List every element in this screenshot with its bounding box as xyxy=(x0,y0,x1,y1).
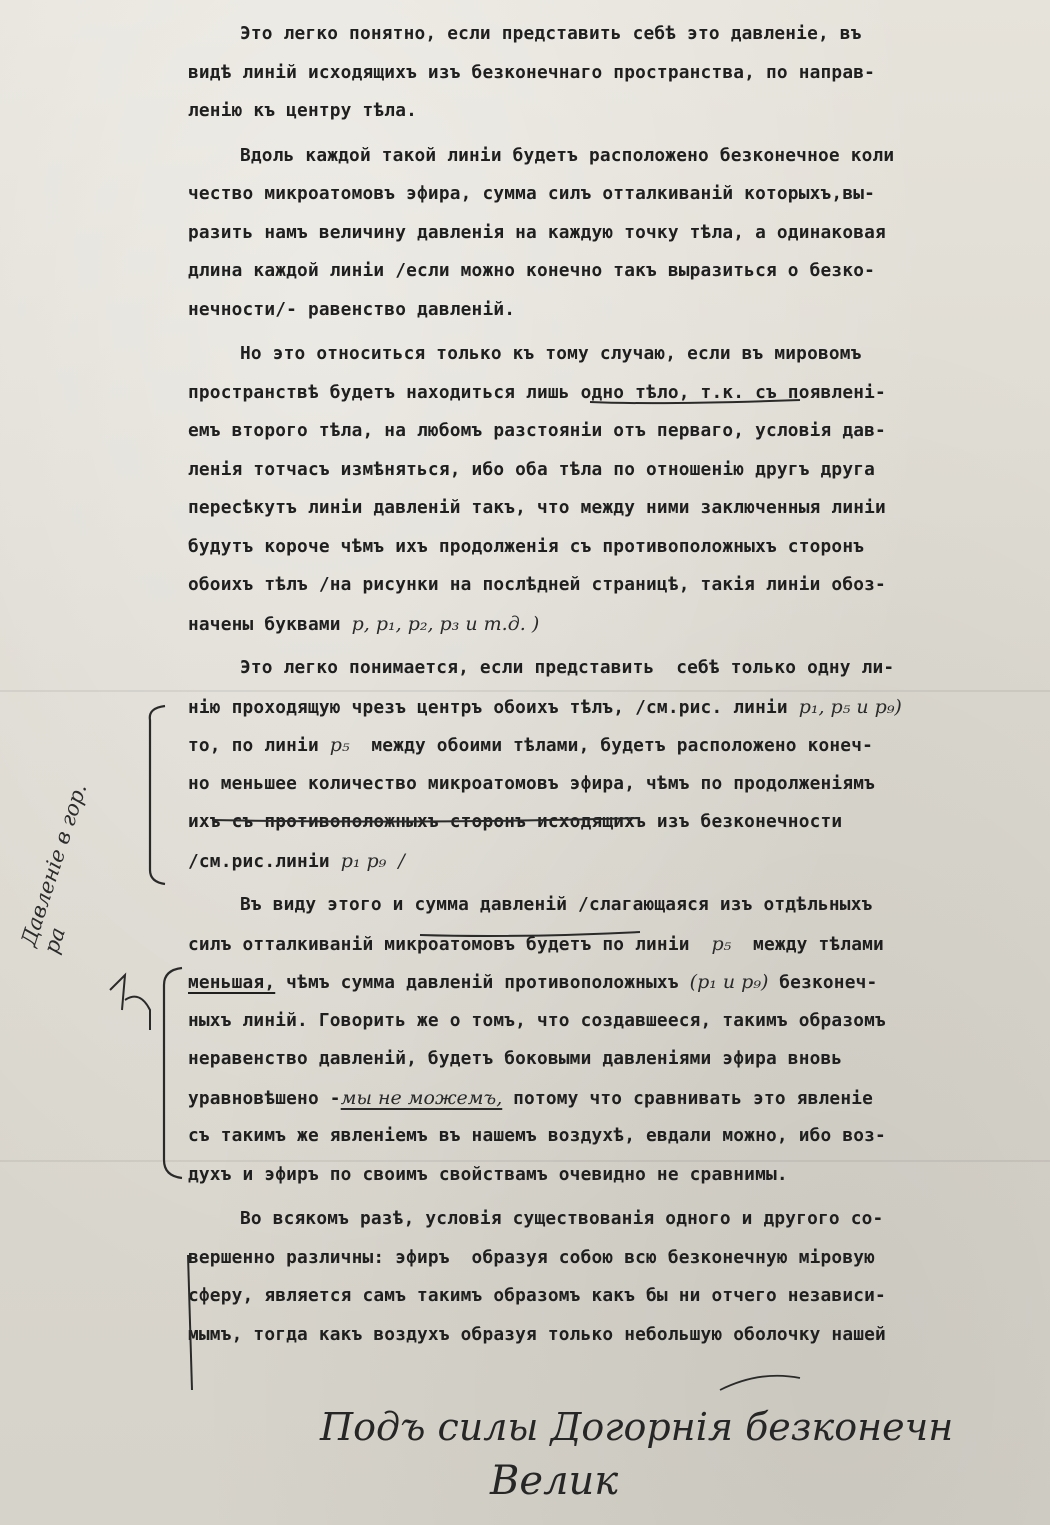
text-line: видѣ линій исходящихъ изъ безконечнаго пространства, по направ- xyxy=(188,61,876,83)
text-line: съ такимъ же явленіемъ въ нашемъ воздухѣ, евдали можно, ибо воз- xyxy=(188,1125,886,1146)
pen-bracket xyxy=(164,968,182,1178)
text-line: мымъ, тогда какъ воздухъ образуя только небольшую оболочку нашей xyxy=(188,1323,886,1345)
pen-flourish xyxy=(720,1376,800,1390)
text-line: будутъ короче чѣмъ ихъ продолженія съ противоположныхъ сторонъ xyxy=(188,535,865,557)
text-line: нечности/- равенство давленій. xyxy=(188,298,516,320)
text-fragment: нію проходящую чрезъ центръ обоихъ тѣлъ, /см.рис. линіи xyxy=(188,696,788,718)
text-line: неравенство давленій, будетъ боковыми давленіями эфира вновь xyxy=(188,1048,843,1069)
text-line: ихъ съ противоположныхъ сторонъ исходящихъ изъ безконечности xyxy=(188,811,843,832)
text-line: ленію къ центру тѣла. xyxy=(188,100,418,121)
text-fragment: меньшая, xyxy=(188,972,276,993)
text-line xyxy=(188,925,1040,964)
text-fragment: начены буквами xyxy=(188,613,341,635)
handwritten-insert: (p₁ и p₉) xyxy=(689,971,769,993)
text-line: Но это относиться только къ тому случаю, если въ мировомъ xyxy=(240,343,862,364)
handwritten-insert: p₅ xyxy=(711,932,732,955)
text-line: емъ второго тѣла, на любомъ разстояніи отъ перваго, условія дав- xyxy=(188,420,886,441)
text-line: обоихъ тѣлъ /на рисунки на послѣдней страницѣ, такія линіи обоз- xyxy=(188,574,886,595)
text-fragment: между обоими тѣлами, будетъ расположено конеч- xyxy=(371,735,874,756)
text-line: ленія тотчасъ измѣняться, ибо оба тѣла по отношенію другъ друга xyxy=(188,458,876,480)
text-line xyxy=(188,726,1040,765)
text-line: чество микроатомовъ эфира, сумма силъ отталкиваній которыхъ,вы- xyxy=(188,183,876,204)
text-line xyxy=(188,605,1040,644)
pen-squiggle xyxy=(110,975,150,1030)
text-fragment: потому что сравнивать это явленіе xyxy=(513,1087,874,1109)
text-fragment: чѣмъ сумма давленій противоположныхъ xyxy=(286,972,679,993)
text-line xyxy=(188,688,1040,727)
text-fragment: между тѣлами xyxy=(753,933,884,955)
text-fragment: безконеч- xyxy=(779,972,878,993)
text-line: пространствѣ будетъ находиться лишь одно тѣло, т.к. съ появлені- xyxy=(188,381,886,403)
text-line xyxy=(188,1079,1040,1118)
handwritten-insert: p, p₁, p₂, p₃ и т.д. ) xyxy=(351,612,540,635)
handwritten-signature-word: Велик xyxy=(490,1458,619,1504)
text-line: но меньшее количество микроатомовъ эфира, чѣмъ по продолженіямъ xyxy=(188,772,876,794)
text-line: пересѣкутъ линіи давленій такъ, что между ними заключенныя линіи xyxy=(188,497,886,518)
text-line: духъ и эфиръ по своимъ свойствамъ очевидно не сравнимы. xyxy=(188,1163,788,1185)
handwritten-signature-line: Подъ силы Догорнія безконечн xyxy=(320,1405,954,1449)
text-line: разить намъ величину давленія на каждую точку тѣла, а одинаковая xyxy=(188,221,886,243)
text-line: Это легко понимается, если представить себѣ только одну ли- xyxy=(240,657,895,678)
text-line xyxy=(188,963,1040,1002)
handwritten-insert: p₁ p₉ / xyxy=(340,849,405,872)
text-fragment: /см.рис.линіи xyxy=(188,850,330,872)
text-line xyxy=(188,842,1040,881)
handwritten-insert: p₅ xyxy=(329,734,350,756)
text-line: Во всякомъ разѣ, условія существованія одного и другого со- xyxy=(240,1208,884,1229)
text-fragment: силъ отталкиваній микроатомовъ будетъ по линіи xyxy=(188,933,690,955)
margin-note-pressure: Давленіе в гор. ра xyxy=(16,780,92,957)
text-line: сферу, является самъ такимъ образомъ какъ бы ни отчего независи- xyxy=(188,1285,886,1306)
text-line: Въ виду этого и сумма давленій /слагающаяся изъ отдѣльныхъ xyxy=(240,894,873,915)
text-fragment: то, по линіи xyxy=(188,735,319,756)
text-line: Это легко понятно, если представить себѣ это давленіе, въ xyxy=(240,23,862,44)
text-line: длина каждой линіи /если можно конечно такъ выразиться о безко- xyxy=(188,260,876,281)
text-line: вершенно различны: эфиръ образуя собою всю безконечную міровую xyxy=(188,1246,876,1268)
handwritten-insert: p₁, p₅ и p₉) xyxy=(798,695,902,718)
handwritten-insert: мы не можемъ, xyxy=(340,1086,503,1109)
typewritten-body xyxy=(188,15,1040,1354)
pen-bracket xyxy=(150,706,165,884)
text-line: ныхъ линій. Говорить же о томъ, что создавшееся, такимъ образомъ xyxy=(188,1009,886,1031)
text-fragment: уравновѣшено - xyxy=(188,1087,341,1109)
text-line: Вдоль каждой такой линіи будетъ расположено безконечное коли xyxy=(240,144,895,166)
